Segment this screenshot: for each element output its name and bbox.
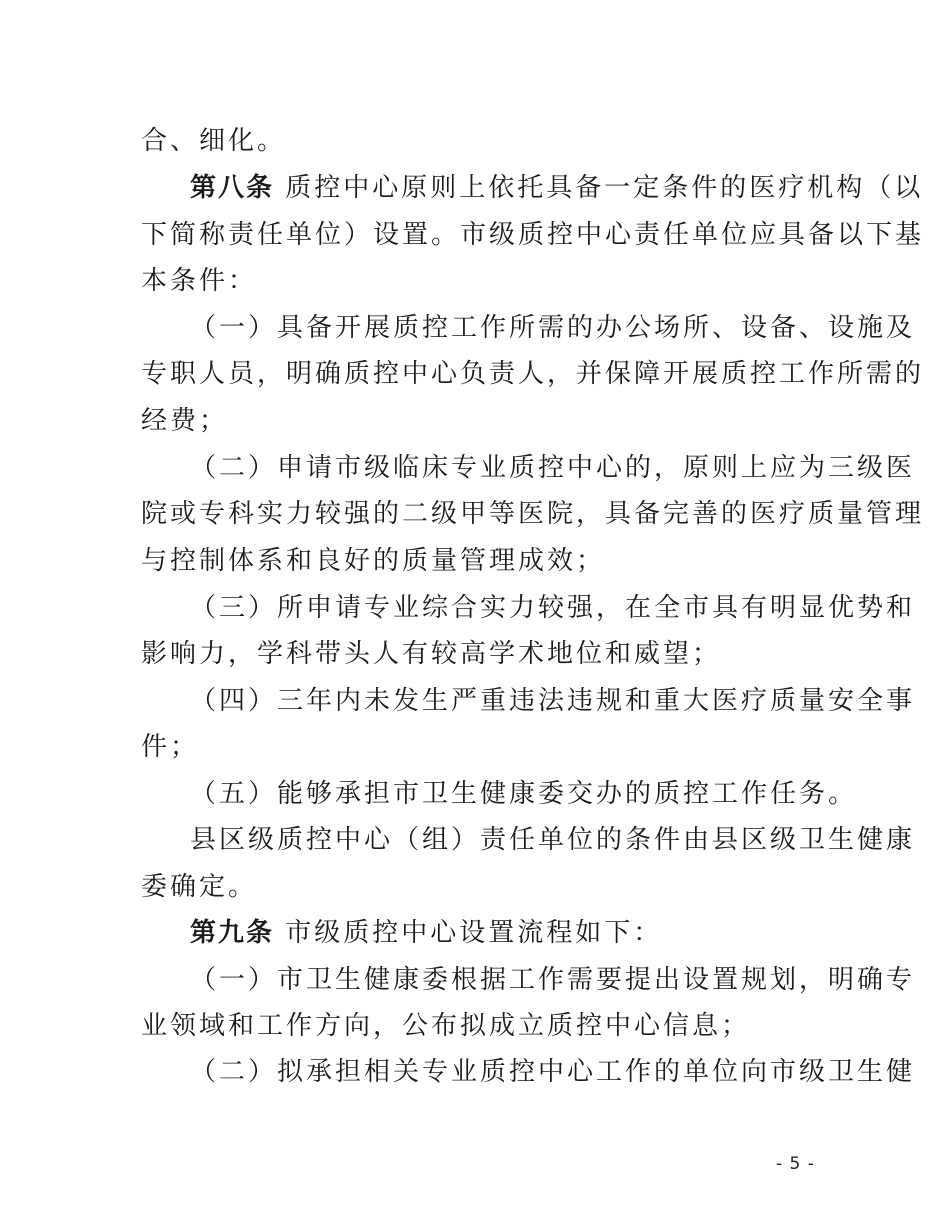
line-text: （一）具备开展质控工作所需的办公场所、设备、设施及 bbox=[190, 313, 916, 343]
line-text: 与控制体系和良好的质量管理成效； bbox=[141, 546, 606, 576]
text-line bbox=[190, 965, 915, 995]
text-line bbox=[190, 779, 857, 809]
line-text: （二）拟承担相关专业质控中心工作的单位向市级卫生健 bbox=[190, 1057, 916, 1087]
line-text: （三）所申请专业综合实力较强，在全市具有明显优势和 bbox=[190, 593, 916, 623]
line-text: （四）三年内未发生严重违法违规和重大医疗质量安全事 bbox=[190, 686, 916, 716]
line-text: 专职人员，明确质控中心负责人，并保障开展质控工作所需的 bbox=[141, 359, 925, 389]
text-line bbox=[190, 825, 915, 855]
line-text: 委确定。 bbox=[141, 872, 258, 902]
text-line bbox=[141, 359, 924, 389]
line-text: 质控中心原则上依托具备一定条件的医疗机构（以 bbox=[274, 173, 924, 203]
text-line bbox=[141, 1011, 750, 1041]
page-number: - 5 - bbox=[776, 1154, 815, 1174]
text-line bbox=[141, 639, 721, 669]
text-line bbox=[190, 686, 915, 716]
line-text: 院或专科实力较强的二级甲等医院，具备完善的医疗质量管理 bbox=[141, 499, 925, 529]
line-text: 下简称责任单位）设置。市级质控中心责任单位应具备以下基 bbox=[141, 220, 925, 250]
line-text: 业领域和工作方向，公布拟成立质控中心信息； bbox=[141, 1011, 751, 1041]
text-line bbox=[141, 872, 257, 902]
text-line bbox=[141, 266, 257, 296]
text-line bbox=[141, 546, 605, 576]
line-text: 件； bbox=[141, 732, 200, 762]
text-line bbox=[190, 1057, 915, 1087]
text-line bbox=[141, 406, 228, 436]
article-number: 第八条 bbox=[190, 173, 275, 203]
article-number: 第九条 bbox=[190, 918, 275, 948]
text-line bbox=[141, 499, 924, 529]
text-line bbox=[141, 126, 286, 156]
article-9-heading-line bbox=[190, 918, 662, 948]
line-text: 本条件： bbox=[141, 266, 258, 296]
line-text: 县区级质控中心（组）责任单位的条件由县区级卫生健康 bbox=[190, 825, 916, 855]
text-line bbox=[141, 220, 924, 250]
text-line bbox=[190, 593, 915, 623]
line-text: （二）申请市级临床专业质控中心的，原则上应为三级医 bbox=[190, 453, 916, 483]
line-text: 合、细化。 bbox=[141, 126, 287, 156]
line-text: 市级质控中心设置流程如下： bbox=[274, 918, 663, 948]
line-text: 影响力，学科带头人有较高学术地位和威望； bbox=[141, 639, 722, 669]
article-8-heading-line bbox=[190, 173, 923, 203]
line-text: 经费； bbox=[141, 406, 229, 436]
text-line bbox=[141, 732, 199, 762]
line-text: （五）能够承担市卫生健康委交办的质控工作任务。 bbox=[190, 779, 858, 809]
text-line bbox=[190, 453, 915, 483]
text-line bbox=[190, 313, 915, 343]
line-text: （一）市卫生健康委根据工作需要提出设置规划，明确专 bbox=[190, 965, 916, 995]
